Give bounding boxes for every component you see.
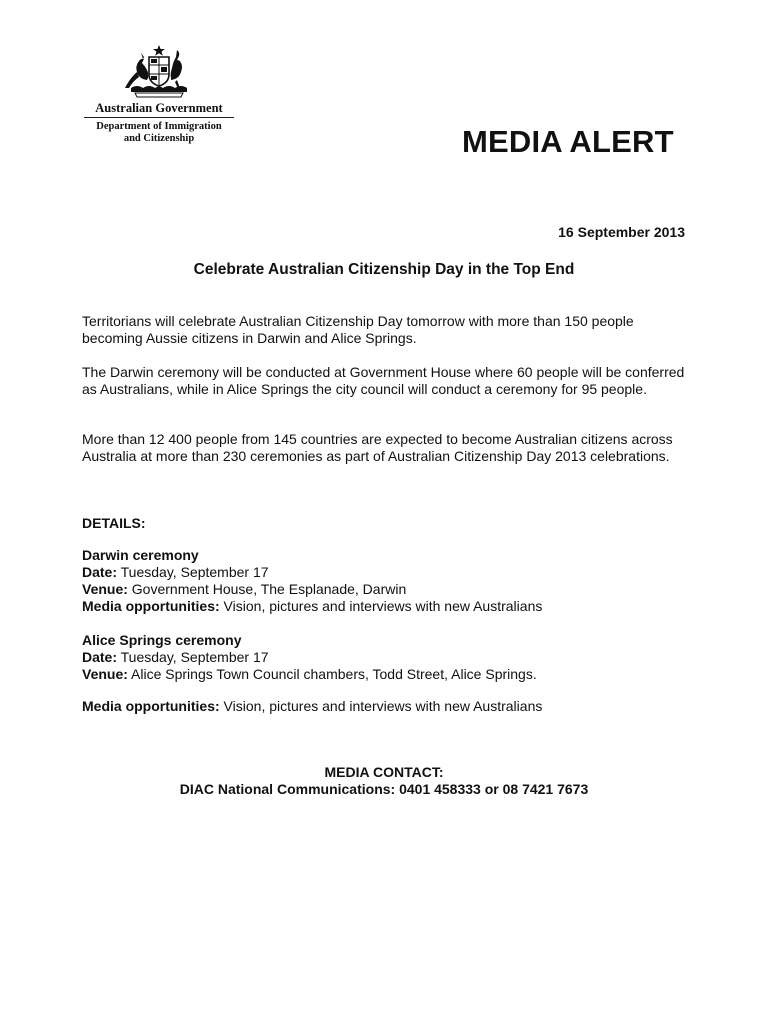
darwin-media-row xyxy=(82,598,702,615)
date-value: Tuesday, September 17 xyxy=(117,564,269,580)
media-opportunities-label: Media opportunities: xyxy=(82,698,220,714)
paragraph-intro: Territorians will celebrate Australian Citizenship Day tomorrow with more than 150 people becoming Aussie citizens in Darwin and Alice Springs. xyxy=(82,313,634,346)
media-opportunities-label: Media opportunities: xyxy=(82,598,220,614)
alice-springs-ceremony-details xyxy=(82,632,702,683)
media-contact-line: DIAC National Communications: 0401 458333 or 08 7421 7673 xyxy=(179,781,589,797)
release-date: 16 September 2013 xyxy=(558,224,685,240)
coat-of-arms-icon xyxy=(121,44,197,98)
darwin-ceremony-details xyxy=(82,547,702,615)
paragraph-national: More than 12 400 people from 145 countries are expected to become Australian citizens across Australia at more than 230 ceremonies as part of Australian Citizenship Day 2013 celebrations. xyxy=(82,431,673,464)
venue-label: Venue: xyxy=(82,666,128,682)
venue-label: Venue: xyxy=(82,581,128,597)
media-contact-heading: MEDIA CONTACT: xyxy=(324,764,444,780)
date-label: Date: xyxy=(82,649,118,665)
details-heading: DETAILS: xyxy=(82,515,146,531)
alice-springs-ceremony-title: Alice Springs ceremony xyxy=(82,632,242,648)
darwin-date-row xyxy=(82,564,702,581)
media-contact xyxy=(0,764,768,798)
media-opportunities-value: Vision, pictures and interviews with new Australians xyxy=(219,698,543,714)
alice-venue-row xyxy=(82,666,702,683)
venue-value: Government House, The Esplanade, Darwin xyxy=(127,581,407,597)
darwin-venue-row xyxy=(82,581,702,598)
venue-value: Alice Springs Town Council chambers, Todd Street, Alice Springs. xyxy=(127,666,537,682)
media-alert-title: MEDIA ALERT xyxy=(462,124,674,159)
headline: Celebrate Australian Citizenship Day in the Top End xyxy=(193,261,575,278)
letterhead-logo xyxy=(84,44,234,152)
media-opportunities-value: Vision, pictures and interviews with new Australians xyxy=(219,598,543,614)
letterhead-divider xyxy=(84,117,234,118)
alice-media-row xyxy=(82,698,702,715)
date-value: Tuesday, September 17 xyxy=(117,649,269,665)
date-label: Date: xyxy=(82,564,118,580)
department-name-line2: and Citizenship xyxy=(123,133,195,144)
department-name-line1: Department of Immigration xyxy=(96,121,222,132)
alice-date-row xyxy=(82,649,702,666)
paragraph-darwin: The Darwin ceremony will be conducted at Government House where 60 people will be conferred as Australians, while in Alice Springs the city council will conduct a ceremony for 95 people. xyxy=(82,364,685,397)
agency-name: Australian Government xyxy=(95,101,223,115)
darwin-ceremony-title: Darwin ceremony xyxy=(82,547,199,563)
